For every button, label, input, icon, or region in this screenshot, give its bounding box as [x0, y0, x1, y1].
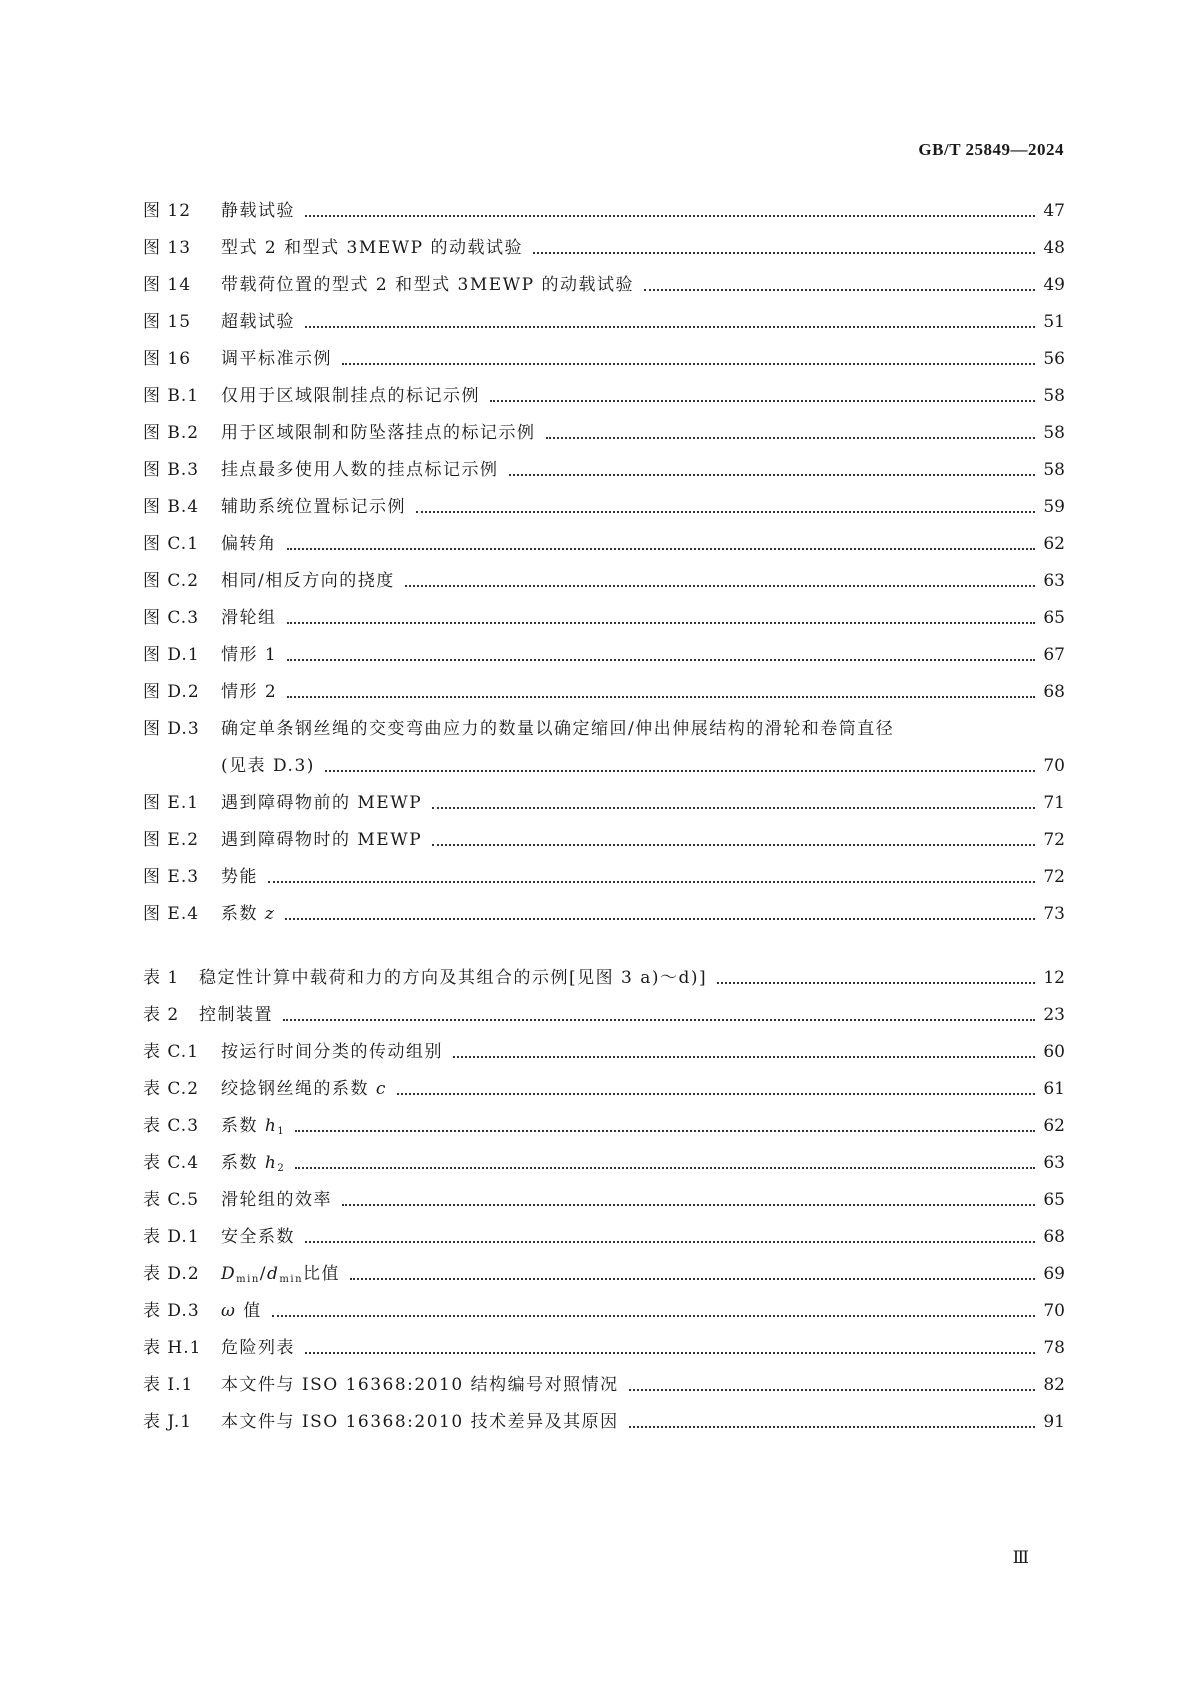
title-text: 情形 1	[221, 645, 278, 665]
entry-number: 图 B.3	[143, 460, 200, 480]
dot-leader	[287, 659, 1035, 661]
entry-title[interactable]	[221, 822, 422, 859]
entry-number: 表 H.1	[143, 1338, 202, 1358]
entry-number: 图 14	[143, 275, 192, 295]
entry-title[interactable]	[221, 896, 275, 933]
math-subscript: min	[279, 1274, 304, 1285]
entry-page: 68	[1043, 682, 1065, 702]
toc-entry[interactable]	[143, 960, 1065, 997]
title-text: 挂点最多使用人数的挂点标记示例	[221, 460, 499, 480]
entry-title[interactable]	[221, 859, 258, 896]
entry-title[interactable]	[221, 1404, 619, 1441]
entry-number: 表 C.1	[143, 1042, 200, 1062]
toc-entry[interactable]	[143, 1071, 1065, 1108]
dot-leader	[305, 1352, 1035, 1354]
title-text: 系数	[221, 1116, 258, 1136]
entry-number: 表 J.1	[143, 1412, 193, 1432]
math-var: c	[375, 1079, 387, 1099]
dot-leader	[453, 1056, 1035, 1058]
entry-page: 70	[1043, 756, 1065, 776]
entry-number: 表 2	[143, 1005, 180, 1025]
math-var: h	[264, 1153, 278, 1173]
math-var: D	[221, 1264, 237, 1284]
dot-leader	[305, 1241, 1035, 1243]
entry-number: 图 15	[143, 312, 192, 332]
entry-title[interactable]	[221, 304, 295, 341]
entry-number: 图 E.3	[143, 867, 200, 887]
math-var: h	[264, 1116, 278, 1136]
title-text: 本文件与 ISO 16368:2010 技术差异及其原因	[221, 1412, 619, 1432]
entry-page: 72	[1043, 830, 1065, 850]
toc-entry-continuation[interactable]	[143, 748, 1065, 785]
entry-title[interactable]	[221, 415, 536, 452]
entry-title[interactable]	[221, 489, 406, 526]
entry-page: 65	[1043, 1190, 1065, 1210]
entry-title[interactable]	[221, 1034, 443, 1071]
dot-leader	[509, 474, 1036, 476]
entry-page: 60	[1043, 1042, 1065, 1062]
title-text: 比值	[303, 1264, 341, 1284]
entry-number: 图 E.4	[143, 904, 200, 924]
title-text: 相同/相反方向的挠度	[221, 571, 395, 591]
entry-title[interactable]	[221, 1256, 340, 1298]
dot-leader	[350, 1278, 1035, 1280]
entry-number: 图 C.2	[143, 571, 200, 591]
title-text: 势能	[221, 867, 258, 887]
entry-number: 表 C.4	[143, 1153, 200, 1173]
title-text: 安全系数	[221, 1227, 295, 1247]
dot-leader	[629, 1426, 1036, 1428]
entry-number: 图 D.2	[143, 682, 200, 702]
entry-title-continuation: (见表 D.3)	[221, 756, 315, 776]
toc-entry[interactable]	[143, 1182, 1065, 1219]
toc-entry[interactable]	[143, 822, 1065, 859]
entry-number: 图 C.1	[143, 534, 200, 554]
entry-page: 65	[1043, 608, 1065, 628]
dot-leader	[283, 1019, 1035, 1021]
title-text: 确定单条钢丝绳的交变弯曲应力的数量以确定缩回/伸出伸展结构的滑轮和卷筒直径	[221, 719, 895, 739]
toc-entry[interactable]	[143, 1367, 1065, 1404]
title-text: 型式 2 和型式 3MEWP 的动载试验	[221, 238, 523, 258]
entry-number: 图 D.3	[143, 719, 200, 739]
toc-entry[interactable]	[143, 378, 1065, 415]
toc-entry[interactable]	[143, 267, 1065, 304]
entry-number: 表 I.1	[143, 1375, 194, 1395]
toc-entry[interactable]	[143, 341, 1065, 378]
dot-leader	[325, 770, 1035, 772]
toc-entry[interactable]	[143, 563, 1065, 600]
entry-page: 23	[1043, 1005, 1065, 1025]
entry-title[interactable]	[221, 563, 395, 600]
title-text: 滑轮组	[221, 608, 277, 628]
entry-number: 表 1	[143, 968, 180, 988]
math-subscript: min	[236, 1274, 260, 1285]
entry-page: 59	[1043, 497, 1065, 517]
toc-entry[interactable]	[143, 489, 1065, 526]
title-text: 危险列表	[221, 1338, 295, 1358]
toc-entry[interactable]	[143, 1404, 1065, 1441]
dot-leader	[546, 437, 1036, 439]
entry-number: 表 C.3	[143, 1116, 200, 1136]
entry-page: 12	[1043, 968, 1065, 988]
dot-leader	[432, 844, 1035, 846]
entry-number: 图 13	[143, 238, 192, 258]
entry-number: 表 D.3	[143, 1301, 200, 1321]
title-text: 超载试验	[221, 312, 295, 332]
math-subscript: 1	[277, 1126, 286, 1137]
title-text: 滑轮组的效率	[221, 1190, 332, 1210]
dot-leader	[342, 1204, 1035, 1206]
toc-entry[interactable]	[143, 526, 1065, 563]
title-text: 系数	[221, 1153, 258, 1173]
entry-page: 56	[1043, 349, 1065, 369]
toc-entry[interactable]	[143, 452, 1065, 489]
entry-number: 图 B.2	[143, 423, 200, 443]
entry-title[interactable]	[221, 193, 295, 230]
entry-title[interactable]	[221, 785, 422, 822]
dot-leader	[268, 881, 1035, 883]
dot-leader	[287, 548, 1036, 550]
title-text: 带载荷位置的型式 2 和型式 3MEWP 的动载试验	[221, 275, 634, 295]
entry-title[interactable]	[221, 1108, 285, 1150]
math-slash: /	[259, 1264, 267, 1284]
entry-title[interactable]	[199, 997, 273, 1034]
entry-page: 71	[1043, 793, 1065, 813]
entry-number: 表 C.2	[143, 1079, 200, 1099]
toc-entry[interactable]	[143, 785, 1065, 822]
dot-leader	[416, 511, 1035, 513]
dot-leader	[287, 696, 1035, 698]
toc-entry[interactable]	[143, 1256, 1065, 1293]
entry-page: 68	[1043, 1227, 1065, 1247]
dot-leader	[397, 1093, 1035, 1095]
math-var: d	[267, 1264, 280, 1284]
entry-page: 62	[1043, 1116, 1065, 1136]
title-text: 本文件与 ISO 16368:2010 结构编号对照情况	[221, 1375, 619, 1395]
entry-title[interactable]	[221, 600, 277, 637]
dot-leader	[295, 1167, 1035, 1169]
dot-leader	[490, 400, 1035, 402]
toc-entry[interactable]	[143, 1108, 1065, 1145]
entry-title[interactable]	[221, 674, 277, 711]
title-text: 绞捻钢丝绳的系数	[221, 1079, 369, 1099]
dot-leader	[644, 289, 1035, 291]
entry-page: 69	[1043, 1264, 1065, 1284]
entry-page: 67	[1043, 645, 1065, 665]
dot-leader	[405, 585, 1036, 587]
title-text: 控制装置	[199, 1005, 273, 1025]
dot-leader	[629, 1389, 1036, 1391]
title-text: 遇到障碍物前的 MEWP	[221, 793, 423, 813]
entry-number: 图 16	[143, 349, 192, 369]
entry-number: 图 C.3	[143, 608, 200, 628]
dot-leader	[432, 807, 1035, 809]
toc-entry[interactable]	[143, 674, 1065, 711]
entry-title[interactable]	[221, 526, 277, 563]
entry-title[interactable]	[199, 960, 707, 997]
toc-entry[interactable]	[143, 859, 1065, 896]
entry-number: 图 12	[143, 201, 192, 221]
dot-leader	[272, 1315, 1036, 1317]
math-var: ω	[221, 1301, 237, 1321]
title-text: 用于区域限制和防坠落挂点的标记示例	[221, 423, 536, 443]
title-text: 稳定性计算中载荷和力的方向及其组合的示例[见图 3 a)～d)]	[199, 968, 708, 988]
toc-entry[interactable]	[143, 1330, 1065, 1367]
dot-leader	[342, 363, 1035, 365]
entry-page: 72	[1043, 867, 1065, 887]
dot-leader	[295, 1130, 1035, 1132]
entry-page: 62	[1043, 534, 1065, 554]
entry-title[interactable]	[221, 267, 634, 304]
entry-page: 58	[1043, 460, 1065, 480]
dot-leader	[305, 326, 1035, 328]
entry-title[interactable]	[221, 341, 332, 378]
toc-entry[interactable]	[143, 415, 1065, 452]
entry-title[interactable]	[221, 1367, 619, 1404]
entry-page: 70	[1043, 1301, 1065, 1321]
entry-page: 91	[1043, 1412, 1065, 1432]
dot-leader	[717, 982, 1035, 984]
entry-title[interactable]	[221, 1293, 262, 1330]
toc-entry[interactable]	[143, 997, 1065, 1034]
entry-title[interactable]	[221, 452, 499, 489]
entry-page: 48	[1043, 238, 1065, 258]
entry-number: 表 C.5	[143, 1190, 200, 1210]
toc-entry[interactable]	[143, 1293, 1065, 1330]
dot-leader	[287, 622, 1036, 624]
dot-leader	[533, 252, 1035, 254]
dot-leader	[305, 215, 1035, 217]
entry-page: 63	[1043, 571, 1065, 591]
title-text: 静载试验	[221, 201, 295, 221]
toc-entry[interactable]	[143, 193, 1065, 230]
entry-number: 表 D.1	[143, 1227, 200, 1247]
title-text: 值	[243, 1301, 262, 1321]
entry-title[interactable]	[221, 230, 523, 267]
entry-title[interactable]	[221, 637, 277, 674]
entry-page: 82	[1043, 1375, 1065, 1395]
entry-page: 49	[1043, 275, 1065, 295]
title-text: 按运行时间分类的传动组别	[221, 1042, 443, 1062]
entry-page: 61	[1043, 1079, 1065, 1099]
entry-page: 58	[1043, 386, 1065, 406]
entry-page: 58	[1043, 423, 1065, 443]
entry-title[interactable]	[221, 1182, 332, 1219]
math-subscript: 2	[277, 1163, 286, 1174]
entry-page: 47	[1043, 201, 1065, 221]
entry-page: 63	[1043, 1153, 1065, 1173]
title-text: 辅助系统位置标记示例	[221, 497, 406, 517]
toc-entry[interactable]	[143, 896, 1065, 933]
entry-page: 73	[1043, 904, 1065, 924]
dot-leader	[285, 918, 1035, 920]
toc-entry[interactable]	[143, 711, 1065, 748]
entry-number: 图 B.1	[143, 386, 200, 406]
entry-number: 图 E.1	[143, 793, 200, 813]
toc-entry[interactable]	[143, 1145, 1065, 1182]
entry-title[interactable]	[221, 1330, 295, 1367]
toc-entry[interactable]	[143, 600, 1065, 637]
entry-title[interactable]	[221, 1145, 285, 1187]
standard-code: GB/T 25849—2024	[918, 140, 1064, 159]
entry-title[interactable]	[221, 1219, 295, 1256]
page-number: Ⅲ	[1012, 1548, 1029, 1568]
title-text: 系数	[221, 904, 258, 924]
toc-entry[interactable]	[143, 1034, 1065, 1071]
entry-title[interactable]	[221, 378, 480, 415]
entry-number: 图 B.4	[143, 497, 200, 517]
toc-entry[interactable]	[143, 1219, 1065, 1256]
title-text: 偏转角	[221, 534, 277, 554]
toc-entry[interactable]	[143, 230, 1065, 267]
entry-page: 78	[1043, 1338, 1065, 1358]
title-text: 遇到障碍物时的 MEWP	[221, 830, 423, 850]
title-text: 调平标准示例	[221, 349, 332, 369]
entry-title[interactable]	[221, 711, 894, 748]
entry-number: 图 E.2	[143, 830, 200, 850]
list-of-figures	[143, 193, 1065, 933]
toc-entry[interactable]	[143, 304, 1065, 341]
entry-number: 表 D.2	[143, 1264, 200, 1284]
title-text: 情形 2	[221, 682, 278, 702]
title-text: 仅用于区域限制挂点的标记示例	[221, 386, 480, 406]
entry-title[interactable]	[221, 1071, 387, 1108]
entry-number: 图 D.1	[143, 645, 200, 665]
math-var: z	[264, 904, 276, 924]
entry-page: 51	[1043, 312, 1065, 332]
toc-entry[interactable]	[143, 637, 1065, 674]
list-of-tables	[143, 960, 1065, 1441]
